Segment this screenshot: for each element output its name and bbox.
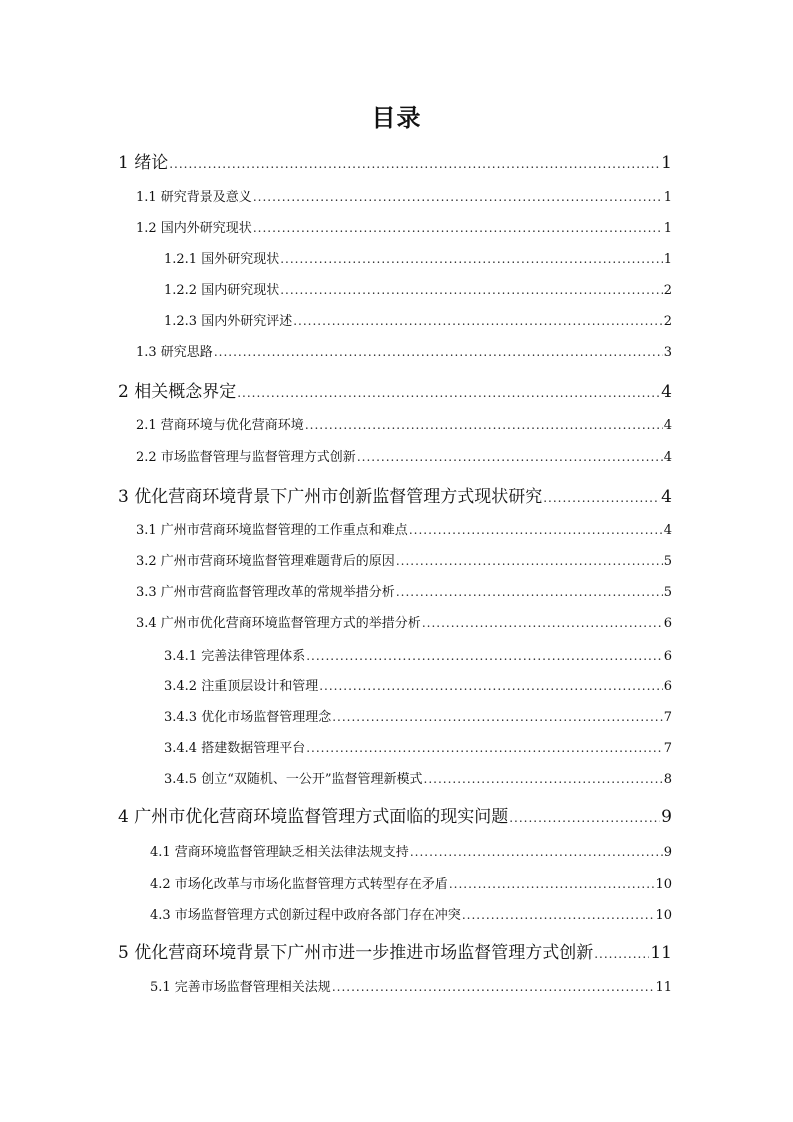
toc-entry-text: 1.2 国内外研究现状 [136,221,252,236]
toc-entry-text: 3.4.5 创立“双随机、一公开”监督管理新模式 [164,772,423,787]
toc-entry-text: 3.4.2 注重顶层设计和管理 [164,679,319,694]
toc-entry-4[interactable] [118,802,672,827]
toc-entry-3-4-1[interactable] [164,645,672,664]
toc-page-number: 5 [663,585,672,600]
toc-leader [462,908,655,922]
toc-entry-3-3[interactable] [136,581,672,600]
toc-leader [543,491,660,505]
toc-entry-3-4-2[interactable] [164,675,672,694]
toc-entry-text: 1.2.3 国内外研究评述 [164,314,293,329]
toc-page-number: 1 [663,252,672,267]
toc-leader [332,710,663,724]
toc-entry-text: 3 优化营商环境背景下广州市创新监督管理方式现状研究 [118,487,543,507]
toc-entry-text: 3.4 广州市优化营商环境监督管理方式的举措分析 [136,616,421,631]
toc-entry-4-1[interactable] [150,841,672,860]
toc-leader [169,157,660,171]
toc-entry-3-4-4[interactable] [164,737,672,756]
toc-entry-5-1[interactable] [150,976,672,995]
toc-entry-text: 2.1 营商环境与优化营商环境 [136,418,304,433]
toc-page-number: 4 [661,382,672,402]
toc-entry-text: 5 优化营商环境背景下广州市进一步推进市场监督管理方式创新 [118,943,594,963]
toc-page-number: 6 [663,679,672,694]
toc-leader [410,845,663,859]
toc-page-number: 4 [663,418,672,433]
toc-entry-1[interactable] [118,148,672,173]
toc-entry-text: 3.3 广州市营商监督管理改革的常规举措分析 [136,585,395,600]
toc-leader [357,450,663,464]
toc-entry-2-1[interactable] [136,414,672,433]
toc-entry-text: 1.2.1 国外研究现状 [164,252,280,267]
toc-entry-text: 3.1 广州市营商环境监督管理的工作重点和难点 [136,523,408,538]
toc-page-number: 9 [663,845,672,860]
page-title: 目录 [371,104,422,132]
toc-page-number: 4 [661,487,672,507]
toc-leader [253,221,663,235]
toc-leader [449,877,655,891]
toc-entry-text: 3.4.4 搭建数据管理平台 [164,741,306,756]
toc-entry-1-2[interactable] [136,217,672,236]
toc-leader [332,980,655,994]
toc-entry-2[interactable] [118,377,672,402]
toc-page-number: 6 [663,649,672,664]
toc-entry-3[interactable] [118,482,672,507]
toc-leader [280,252,663,266]
toc-page-number: 11 [655,980,672,995]
toc-entry-text: 1.3 研究思路 [136,345,213,360]
toc-page-number: 9 [661,807,672,827]
toc-entry-text: 4.1 营商环境监督管理缺乏相关法律法规支持 [150,845,409,860]
toc-entry-text: 2.2 市场监督管理与监督管理方式创新 [136,450,356,465]
toc-page-number: 11 [650,943,672,963]
toc-page-number: 2 [663,314,672,329]
toc-page-number: 4 [663,450,672,465]
toc-entry-text: 4.3 市场监督管理方式创新过程中政府各部门存在冲突 [150,908,461,923]
toc-leader [253,190,663,204]
toc-page-number: 8 [663,772,672,787]
toc-entry-text: 1 绪论 [118,153,169,173]
toc-entry-1-2-3[interactable] [164,310,672,329]
toc-leader [424,772,663,786]
toc-entry-3-4-5[interactable] [164,768,672,787]
toc-entry-text: 3.4.3 优化市场监督管理理念 [164,710,332,725]
toc-page-number: 3 [663,345,672,360]
toc-page-number: 7 [663,710,672,725]
toc-entry-1-2-2[interactable] [164,279,672,298]
toc-entry-3-4[interactable] [136,612,672,631]
toc-entry-text: 2 相关概念界定 [118,382,237,402]
toc-leader [422,616,663,630]
toc-entry-text: 4.2 市场化改革与市场化监督管理方式转型存在矛盾 [150,877,448,892]
toc-page-number: 1 [663,221,672,236]
toc-leader [293,314,663,328]
toc-leader [509,811,660,825]
toc-page-number: 1 [663,190,672,205]
toc-entry-4-2[interactable] [150,873,672,892]
toc-page-number: 5 [663,554,672,569]
toc-entry-1-2-1[interactable] [164,248,672,267]
toc-leader [280,283,663,297]
toc-page-number: 4 [663,523,672,538]
toc-page-number: 2 [663,283,672,298]
toc-page-number: 10 [655,908,672,923]
toc-entry-1-1[interactable] [136,186,672,205]
toc-leader [306,741,663,755]
toc-entry-text: 5.1 完善市场监督管理相关法规 [150,980,331,995]
toc-page-number: 1 [661,153,672,173]
toc-leader [409,523,663,537]
toc-entry-3-4-3[interactable] [164,706,672,725]
toc-entry-text: 1.1 研究背景及意义 [136,190,252,205]
toc-leader [396,585,663,599]
toc-entry-text: 3.2 广州市营商环境监督管理难题背后的原因 [136,554,395,569]
toc-page-number: 7 [663,741,672,756]
toc-entry-text: 4 广州市优化营商环境监督管理方式面临的现实问题 [118,807,509,827]
toc-leader [594,947,649,961]
toc-entry-1-3[interactable] [136,341,672,360]
toc-leader [396,554,663,568]
toc-entry-3-1[interactable] [136,519,672,538]
toc-entry-text: 3.4.1 完善法律管理体系 [164,649,306,664]
toc-leader [306,649,663,663]
toc-page-number: 6 [663,616,672,631]
toc-leader [237,386,660,400]
toc-page-number: 10 [655,877,672,892]
toc-entry-3-2[interactable] [136,550,672,569]
toc-entry-text: 1.2.2 国内研究现状 [164,283,280,298]
toc-leader [305,418,663,432]
toc-leader [319,679,663,693]
toc-entry-5[interactable] [118,938,672,963]
toc-leader [214,345,663,359]
toc-entry-2-2[interactable] [136,446,672,465]
toc-entry-4-3[interactable] [150,904,672,923]
